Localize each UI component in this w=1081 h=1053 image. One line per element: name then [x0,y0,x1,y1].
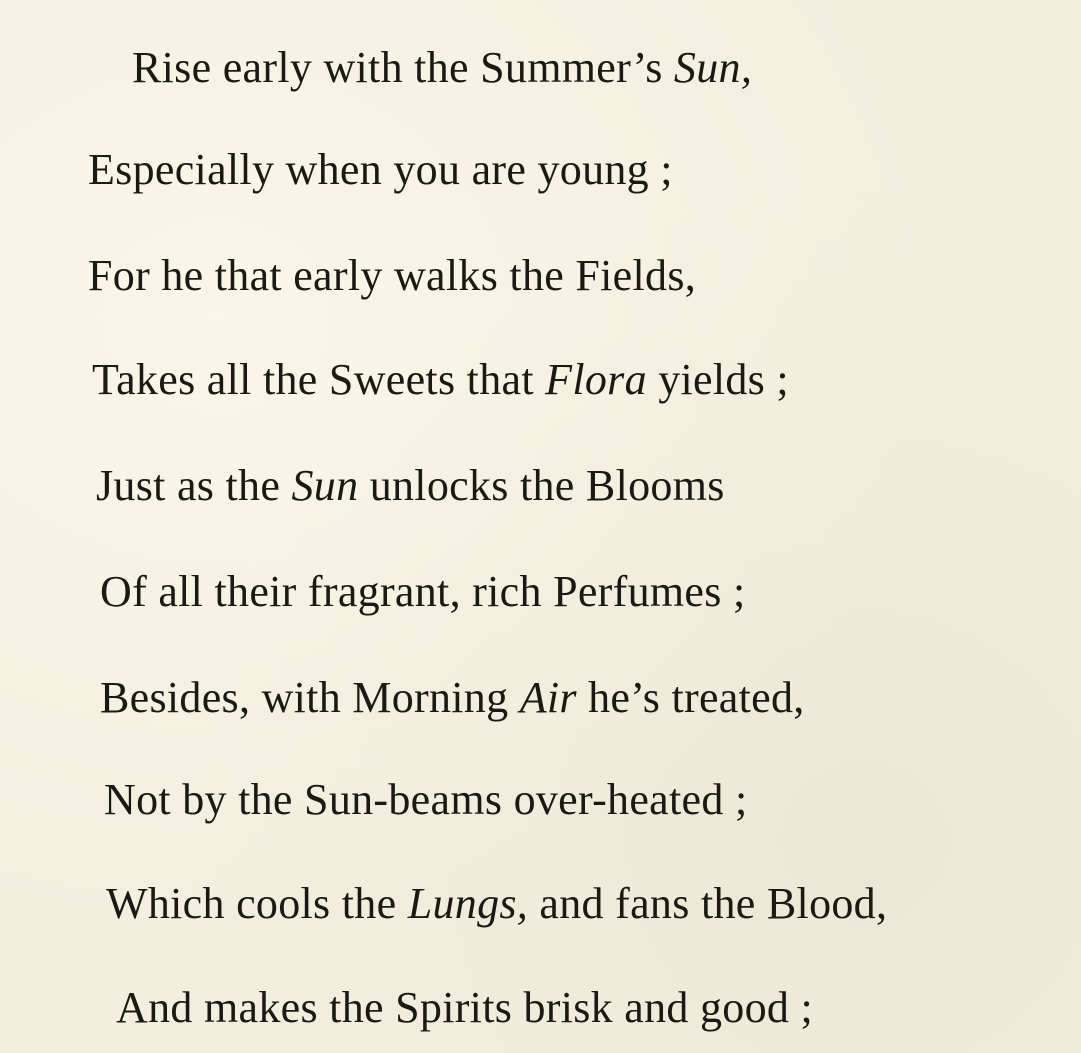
line-text: Just as the [96,461,292,510]
line-text: Especially when you are young ; [88,145,673,194]
poem-line-3 [88,246,696,306]
poem-line-6 [100,562,746,622]
poem-line-2 [88,140,673,200]
line-text: Of all their fragrant, rich Perfumes ; [100,567,746,616]
line-text: he’s treated, [576,673,805,722]
poem-line-10 [116,978,813,1038]
poem-line-4 [92,350,789,410]
line-text: Rise early with the Summer’s [132,43,674,92]
line-text: Which cools the [106,879,408,928]
italic-word: Sun, [673,43,753,92]
line-text: Besides, with Morning [100,673,520,722]
poem-line-1 [132,38,752,98]
poem-line-8 [104,770,747,830]
poem-line-9 [106,874,887,934]
line-text: yields ; [646,355,789,404]
italic-word: Lungs, [407,879,529,928]
line-text: and fans the Blood, [528,879,888,928]
line-text: unlocks the Blooms [358,461,725,510]
italic-word: Flora [545,355,647,404]
italic-word: Sun [291,461,359,510]
line-text: Takes all the Sweets that [92,355,546,404]
line-text: For he that early walks the Fields, [88,251,697,300]
line-text: And makes the Spirits brisk and good ; [116,983,814,1032]
poem-line-5 [96,456,725,516]
poem-line-7 [100,668,805,728]
line-text: Not by the Sun-beams over-heated ; [104,775,748,824]
italic-word: Air [519,673,577,722]
